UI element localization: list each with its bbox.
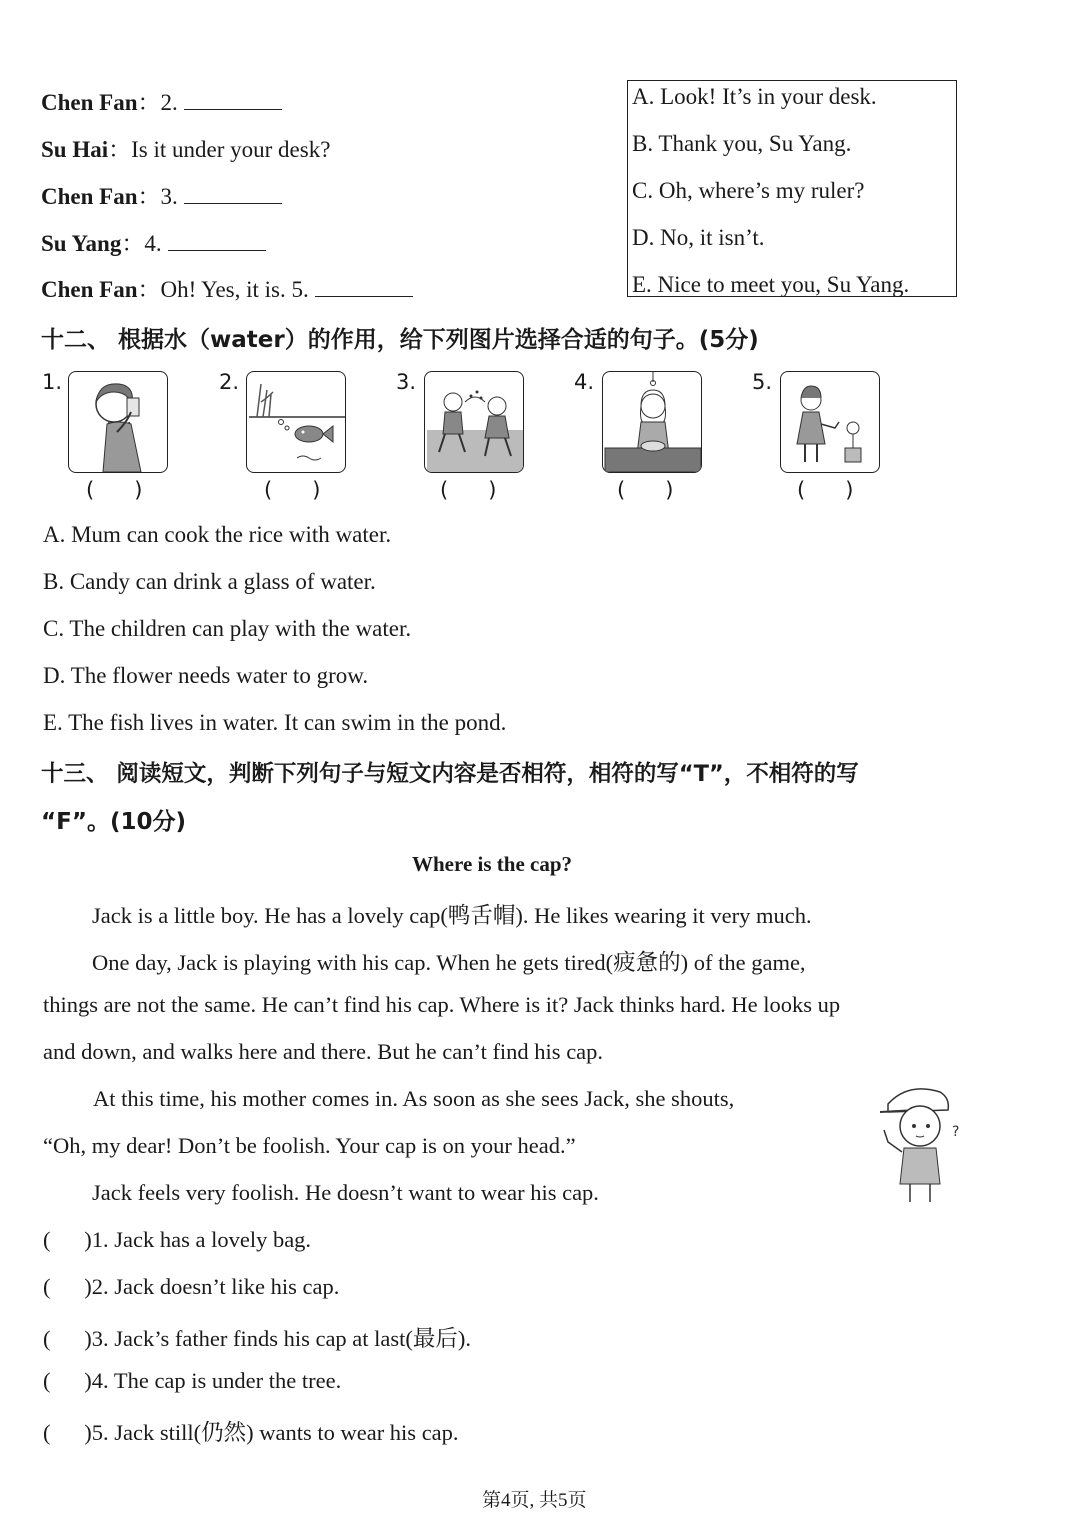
passage-line: At this time, his mother comes in. As soon as she sees Jack, she shouts,	[93, 1086, 735, 1111]
section-13-title: 十三、 阅读短文，判断下列句子与短文内容是否相符，相符的写“T”，不相符的写	[41, 761, 859, 787]
option-c: C. Oh, where’s my ruler?	[632, 178, 865, 203]
answer-paren[interactable]: ( )	[43, 1326, 92, 1351]
s12-option-b: B. Candy can drink a glass of water.	[43, 569, 376, 594]
tf-question-1	[43, 1227, 311, 1253]
tf-question-5	[43, 1415, 459, 1447]
question-text: 5. Jack still(仍然) wants to wear his cap.	[91, 1420, 459, 1445]
dialogue-text: 3.	[160, 184, 178, 209]
mum-cooking-icon	[602, 371, 702, 473]
passage-title: Where is the cap?	[412, 852, 573, 876]
dialogue-line-2: Su Hai：Is it under your desk?	[41, 137, 331, 162]
dialogue-text: 2.	[160, 90, 178, 115]
answer-paren[interactable]: ( )	[43, 1227, 92, 1252]
answer-paren[interactable]: ( )	[264, 478, 321, 502]
s12-option-e: E. The fish lives in water. It can swim in the pond.	[43, 710, 507, 735]
answer-paren[interactable]: ( )	[797, 478, 854, 502]
option-b: B. Thank you, Su Yang.	[632, 131, 852, 156]
passage-line: Jack is a little boy. He has a lovely cap(鸭舌帽). He likes wearing it very much.	[92, 903, 812, 928]
dialogue-line-3: Chen Fan：3.	[41, 178, 282, 211]
page-footer: 第4页, 共5页	[482, 1490, 587, 1511]
options-box	[627, 80, 957, 297]
fish-in-pond-icon	[246, 371, 346, 473]
speaker-name: Su Yang	[41, 231, 122, 256]
answer-blank[interactable]	[315, 276, 413, 297]
dialogue-text: Is it under your desk?	[131, 137, 331, 162]
pic-number: 3.	[396, 370, 417, 394]
option-e: E. Nice to meet you, Su Yang.	[632, 272, 910, 297]
dialogue-text: Oh! Yes, it is. 5.	[160, 277, 309, 302]
answer-blank[interactable]	[184, 89, 282, 110]
s12-option-d: D. The flower needs water to grow.	[43, 663, 369, 688]
passage-line: Jack feels very foolish. He doesn’t want to wear his cap.	[92, 1180, 599, 1205]
speaker-name: Chen Fan	[41, 277, 138, 302]
girl-drinking-icon	[68, 371, 168, 473]
pic-number: 4.	[574, 370, 595, 394]
dialogue-text: 4.	[144, 231, 162, 256]
passage-line: “Oh, my dear! Don’t be foolish. Your cap is on your head.”	[43, 1133, 576, 1158]
dialogue-line-1: Chen Fan：2.	[41, 84, 282, 117]
dialogue-line-5: Chen Fan：Oh! Yes, it is. 5.	[41, 271, 413, 304]
option-d: D. No, it isn’t.	[632, 225, 765, 250]
boy-with-cap-icon	[878, 1082, 968, 1206]
speaker-name: Chen Fan	[41, 184, 138, 209]
question-text: 1. Jack has a lovely bag.	[91, 1227, 312, 1252]
tf-question-3	[43, 1321, 471, 1353]
question-text: 4. The cap is under the tree.	[91, 1368, 342, 1393]
answer-blank[interactable]	[184, 183, 282, 204]
girl-watering-flower-icon	[780, 371, 880, 473]
answer-paren[interactable]: ( )	[86, 478, 143, 502]
section-12-title: 十二、 根据水（water）的作用，给下列图片选择合适的句子。(5分)	[41, 327, 759, 353]
tf-question-4	[43, 1368, 341, 1394]
answer-paren[interactable]: ( )	[43, 1368, 92, 1393]
passage-line: One day, Jack is playing with his cap. When he gets tired(疲惫的) of the game,	[92, 950, 806, 975]
answer-paren[interactable]: ( )	[43, 1420, 92, 1445]
tf-question-2	[43, 1274, 339, 1300]
s12-option-a: A. Mum can cook the rice with water.	[43, 522, 392, 547]
speaker-name: Chen Fan	[41, 90, 138, 115]
speaker-name: Su Hai	[41, 137, 109, 162]
answer-paren[interactable]: ( )	[43, 1274, 92, 1299]
s12-option-c: C. The children can play with the water.	[43, 616, 412, 641]
dialogue-line-4: Su Yang：4.	[41, 225, 266, 258]
answer-paren[interactable]: ( )	[617, 478, 674, 502]
passage-line: and down, and walks here and there. But he can’t find his cap.	[43, 1039, 604, 1064]
option-a: A. Look! It’s in your desk.	[632, 84, 877, 109]
children-playing-water-icon	[424, 371, 524, 473]
question-text: 2. Jack doesn’t like his cap.	[91, 1274, 340, 1299]
answer-paren[interactable]: ( )	[440, 478, 497, 502]
answer-blank[interactable]	[168, 230, 266, 251]
svg-text:?: ?	[952, 1124, 960, 1140]
pic-number: 5.	[752, 370, 773, 394]
passage-line: things are not the same. He can’t find his cap. Where is it? Jack thinks hard. He looks up	[43, 992, 841, 1017]
section-13-title-cont: “F”。(10分)	[41, 809, 186, 835]
pic-number: 1.	[42, 370, 63, 394]
question-text: 3. Jack’s father finds his cap at last(最后).	[91, 1326, 472, 1351]
pic-number: 2.	[219, 370, 240, 394]
